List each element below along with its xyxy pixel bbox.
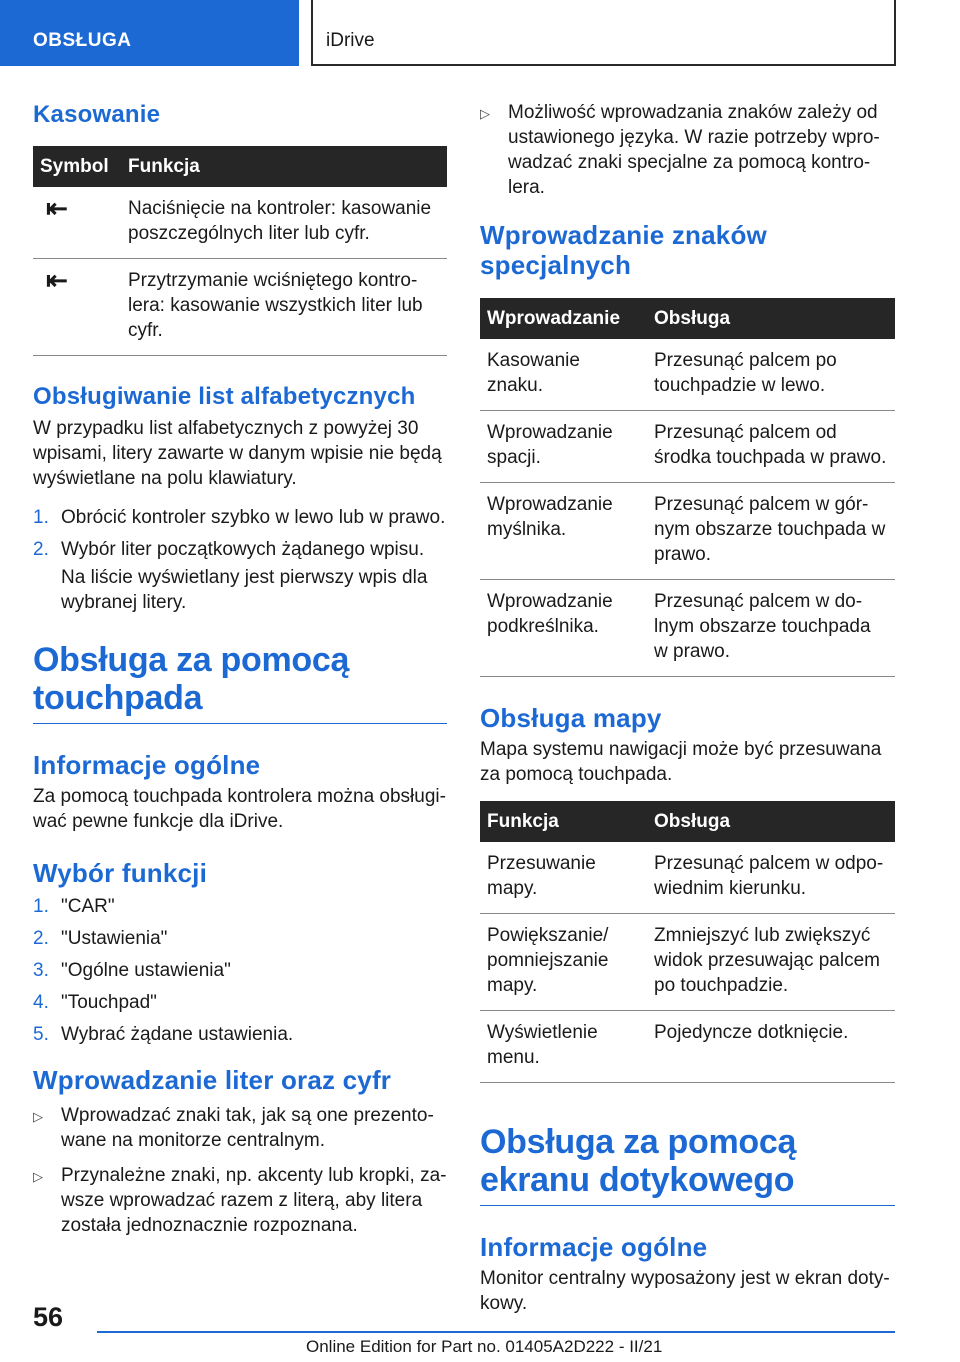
kasowanie-table	[33, 146, 447, 356]
footer-edition: Online Edition for Part no. 01405A2D222 - II/21	[306, 1337, 663, 1356]
list-item: ▷ Przynależne znaki, np. akcenty lub kropki, zawsze wprowadzać razem z literą, aby litera została jednoznacznie rozpoznana.	[33, 1165, 447, 1236]
info-heading: Informacje ogólne	[33, 750, 261, 780]
lang-bullet-list	[480, 100, 895, 200]
map-table	[480, 801, 895, 1083]
delete-back-icon: ⇤	[46, 193, 68, 223]
kasowanie-heading: Kasowanie	[33, 101, 161, 128]
table-row: Powiększanie/ pomniejszanie mapy. Zmniejszyć lub zwiększyć widok przesuwając palcem po touchpadzie.	[480, 914, 895, 1011]
header-section-label: OBSŁUGA	[33, 30, 132, 51]
triangle-bullet-icon: ▷	[480, 106, 490, 121]
list-item: 3. "Ogólne ustawienia"	[33, 960, 231, 981]
touch-info-heading: Informacje ogólne	[480, 1232, 708, 1262]
triangle-bullet-icon: ▷	[33, 1169, 43, 1184]
list-item: ▷ Wprowadzać znaki tak, jak są one prezentowane na monitorze centralnym.	[33, 1105, 434, 1151]
alpha-note: Na liście wyświetlany jest pierwszy wpis dla wybranej litery.	[61, 567, 428, 613]
enter-bullets-list	[33, 1103, 447, 1238]
header-chapter-tab	[311, 0, 896, 66]
select-function-heading: Wybór funkcji	[33, 858, 208, 888]
table-header: Funkcja	[480, 801, 647, 842]
list-item: 4. "Touchpad"	[33, 992, 157, 1013]
delete-back-icon: ⇤	[46, 265, 68, 295]
list-item: 2. Wybór liter początkowych żądanego wpisu.	[33, 539, 425, 560]
table-row: Wprowadzanie myślnika. Przesunąć palcem w górnym obszarze touchpada w prawo.	[480, 483, 895, 580]
table-row: Przesuwanie mapy. Przesunąć palcem w odpowiednim kierunku.	[480, 842, 895, 914]
triangle-bullet-icon: ▷	[33, 1109, 43, 1124]
select-steps-list	[33, 894, 447, 1047]
alpha-lists-heading: Obsługiwanie list alfabetycznych	[33, 383, 416, 410]
list-item: 1. "CAR"	[33, 896, 115, 917]
list-item: 2. "Ustawienia"	[33, 928, 168, 949]
table-row	[33, 187, 447, 259]
map-heading: Obsługa mapy	[480, 703, 662, 733]
table-header: Wprowadzanie	[480, 298, 647, 339]
info-text: Za pomocą touchpada kontrolera można obsługiwać pewne funkcje dla iDrive.	[33, 786, 446, 832]
footer-divider	[97, 1331, 895, 1333]
table-cell: Przytrzymanie wciśniętego kontrolera: kasowanie wszystkich liter lub cyfr.	[121, 259, 447, 356]
table-header: Obsługa	[647, 298, 895, 339]
list-item: ▷ Możliwość wprowadzania znaków zależy od ustawionego języka. W razie potrzeby wprowadzać znaki specjalne za pomocą kontrolera.	[480, 102, 880, 198]
list-item: 1. Obrócić kontroler szybko w lewo lub w prawo.	[33, 507, 446, 528]
table-row	[33, 259, 447, 356]
table-header: Symbol	[33, 146, 121, 187]
table-header: Funkcja	[121, 146, 447, 187]
right-column	[480, 100, 895, 1316]
table-row: Wprowadzanie podkreślnika. Przesunąć palcem w dolnym obszarze touchpada w prawo.	[480, 580, 895, 677]
table-row: Kasowanie znaku. Przesunąć palcem po touchpadzie w lewo.	[480, 339, 895, 411]
left-column	[33, 100, 447, 1245]
touch-info-text: Monitor centralny wyposażony jest w ekran dotykowy.	[480, 1268, 890, 1314]
alpha-steps-list	[33, 505, 447, 562]
map-text: Mapa systemu nawigacji może być przesuwana za pomocą touchpada.	[480, 739, 882, 785]
header-section-tab	[0, 0, 299, 66]
header-chapter-label: iDrive	[326, 30, 375, 51]
touchpad-heading: Obsługa za pomocą touchpada	[33, 641, 447, 724]
alpha-lists-text: W przypadku list alfabetycznych z powyżej 30 wpisami, litery zawarte w danym wpisie nie będą wyświetlane na polu klawiatury.	[33, 418, 442, 489]
page-number: 56	[33, 1302, 64, 1332]
enter-letters-heading: Wprowadzanie liter oraz cyfr	[33, 1065, 392, 1095]
table-header: Obsługa	[647, 801, 895, 842]
touchscreen-heading: Obsługa za pomocą ekranu dotykowego	[480, 1123, 895, 1206]
special-chars-heading: Wprowadzanie znaków specjalnych	[480, 220, 767, 280]
table-row: Wprowadzanie spacji. Przesunąć palcem od środka touchpada w prawo.	[480, 411, 895, 483]
table-cell: Naciśnięcie na kontroler: kasowanie poszczególnych liter lub cyfr.	[121, 187, 447, 259]
special-chars-table	[480, 298, 895, 677]
list-item: 5. Wybrać żądane ustawienia.	[33, 1024, 294, 1045]
table-row: Wyświetlenie menu. Pojedyncze dotknięcie.	[480, 1011, 895, 1083]
